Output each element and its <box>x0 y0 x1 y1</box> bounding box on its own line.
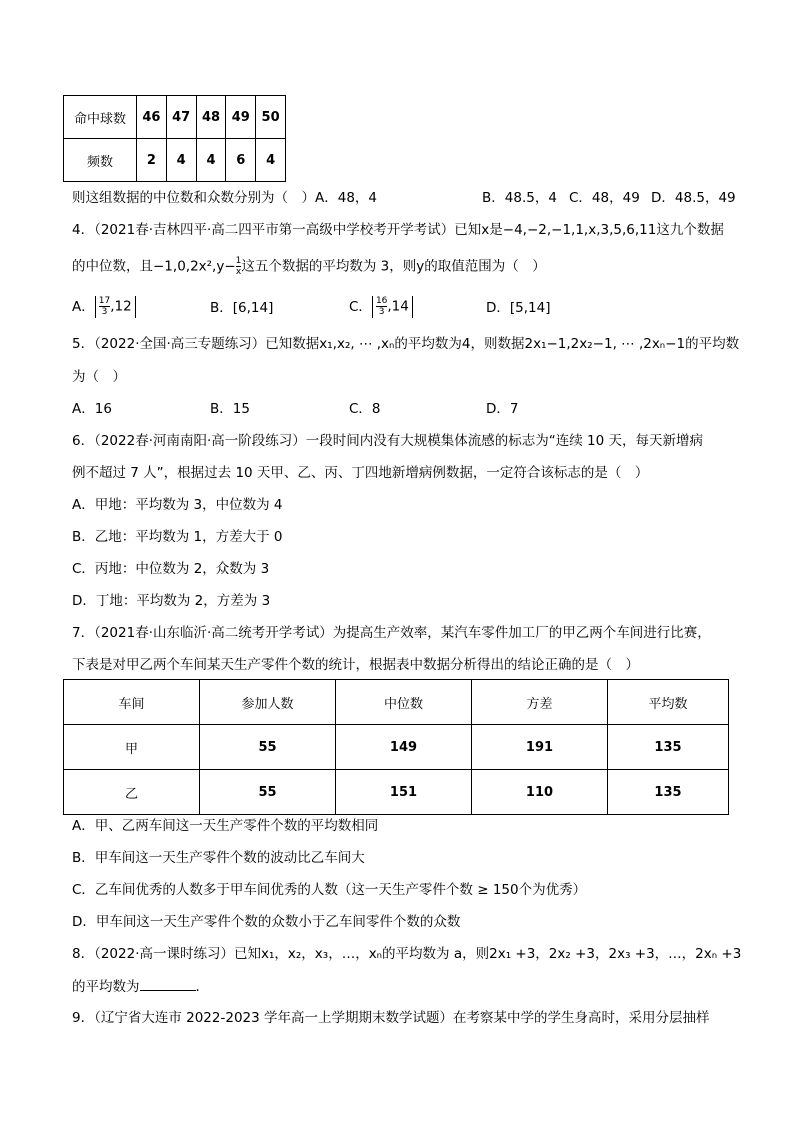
q3-option-d: D．48.5，49 <box>651 190 736 206</box>
q4-stem-line1: 4．（2021春·吉林四平·高二四平市第一高级中学校考开学考试）已知x是−4,−2,−1,1,x,3,5,6,11这九个数据 <box>72 222 724 238</box>
q5-option-a: A．16 <box>72 401 112 417</box>
q4-stem-line2-a: 的中位数，且−1,0,2x²,y− <box>72 258 236 275</box>
q6-option-d: D．丁地：平均数为 2，方差为 3 <box>72 593 271 609</box>
q9-stem-line1: 9．（辽宁省大连市 2022-2023 学年高一上学期期末数学试题）在考察某中学的学生身高时，采用分层抽样 <box>72 1010 710 1026</box>
table-cell: 135 <box>608 770 729 815</box>
table-cell: 4 <box>166 139 196 182</box>
fraction: $\frac{1}{x}$ <box>235 256 242 277</box>
table-header-cell: 平均数 <box>608 680 729 725</box>
table-row <box>64 725 729 770</box>
table-cell: 191 <box>472 725 608 770</box>
table-cell: 4 <box>256 139 286 182</box>
q3-option-b: B．48.5，4 <box>482 190 557 206</box>
table-header-cell: 参加人数 <box>200 680 336 725</box>
q4-stem-line2 <box>72 256 546 277</box>
q3-stem: 则这组数据的中位数和众数分别为（ ）A．48，4 <box>72 190 378 206</box>
table-cell: 149 <box>336 725 472 770</box>
table-cell: 甲 <box>64 725 200 770</box>
table-row <box>64 139 286 182</box>
table-row <box>64 770 729 815</box>
q4-option-b: B．[6,14] <box>210 300 274 316</box>
table-cell: 50 <box>256 96 286 139</box>
q6-option-b: B．乙地：平均数为 1，方差大于 0 <box>72 529 283 545</box>
q8-stem-line2: 的平均数为 ． <box>72 976 209 997</box>
answer-blank[interactable] <box>140 976 196 991</box>
q8-stem-line1: 8．（2022·高一课时练习）已知x₁，x₂，x₃，…，xₙ的平均数为 a，则2x₁ +3，2x₂ +3，2x₃ +3，…，2xₙ +3 <box>72 946 742 962</box>
q5-option-c: C．8 <box>349 401 381 417</box>
q4-stem-line2-b: 这五个数据的平均数为 3，则y的取值范围为（ ） <box>241 258 546 275</box>
q6-stem-line1: 6．（2022春·河南南阳·高一阶段练习）一段时间内没有大规模集体流感的标志为“连续 10 天，每天新增病 <box>72 433 704 449</box>
q7-stem-line1: 7．（2021春·山东临沂·高二统考开学考试）为提高生产效率，某汽车零件加工厂的甲乙两个车间进行比赛， <box>72 625 711 641</box>
workshop-stats-table <box>63 679 729 815</box>
q4-option-d: D．[5,14] <box>486 300 551 316</box>
table-cell: 命中球数 <box>64 96 137 139</box>
table-cell: 135 <box>608 725 729 770</box>
table-cell: 4 <box>196 139 226 182</box>
q4-option-c: C． $\frac{16}{3}$ ,14 <box>349 296 413 318</box>
q7-option-b: B．甲车间这一天生产零件个数的波动比乙车间大 <box>72 850 365 866</box>
q7-option-a: A．甲、乙两车间这一天生产零件个数的平均数相同 <box>72 818 379 834</box>
table-cell: 110 <box>472 770 608 815</box>
table-cell: 55 <box>200 770 336 815</box>
interval-bracket: $\frac{17}{3}$ ,12 <box>95 296 136 318</box>
table-cell: 2 <box>137 139 167 182</box>
table-cell: 48 <box>196 96 226 139</box>
q5-stem-line2: 为（ ） <box>72 369 126 385</box>
table-header-cell: 方差 <box>472 680 608 725</box>
table-header-row <box>64 680 729 725</box>
q3-option-c: C．48，49 <box>569 190 640 206</box>
table-cell: 55 <box>200 725 336 770</box>
q6-option-c: C．丙地：中位数为 2，众数为 3 <box>72 561 270 577</box>
q4-option-a: A． $\frac{17}{3}$ ,12 <box>72 296 136 318</box>
q5-option-d: D．7 <box>486 401 519 417</box>
table-cell: 47 <box>166 96 196 139</box>
q7-stem-line2: 下表是对甲乙两个车间某天生产零件个数的统计，根据表中数据分析得出的结论正确的是（ ） <box>72 657 639 673</box>
table-cell: 49 <box>226 96 256 139</box>
hits-frequency-table <box>63 95 286 182</box>
q7-option-c: C．乙车间优秀的人数多于甲车间优秀的人数（这一天生产零件个数 ≥ 150个为优秀） <box>72 882 587 898</box>
q5-stem-line1: 5．（2022·全国·高三专题练习）已知数据x₁,x₂, ⋯ ,xₙ的平均数为4，则数据2x₁−1,2x₂−1, ⋯ ,2xₙ−1的平均数 <box>72 336 740 352</box>
table-cell: 频数 <box>64 139 137 182</box>
table-cell: 6 <box>226 139 256 182</box>
table-header-cell: 中位数 <box>336 680 472 725</box>
q5-option-b: B．15 <box>210 401 250 417</box>
interval-bracket: $\frac{16}{3}$ ,14 <box>372 296 413 318</box>
q6-option-a: A．甲地：平均数为 3，中位数为 4 <box>72 497 283 513</box>
table-cell: 151 <box>336 770 472 815</box>
table-cell: 46 <box>137 96 167 139</box>
table-cell: 乙 <box>64 770 200 815</box>
q7-option-d: D．甲车间这一天生产零件个数的众数小于乙车间零件个数的众数 <box>72 914 461 930</box>
table-row <box>64 96 286 139</box>
table-header-cell: 车间 <box>64 680 200 725</box>
q6-stem-line2: 例不超过 7 人”，根据过去 10 天甲、乙、丙、丁四地新增病例数据，一定符合该标志的是（ ） <box>72 465 649 481</box>
